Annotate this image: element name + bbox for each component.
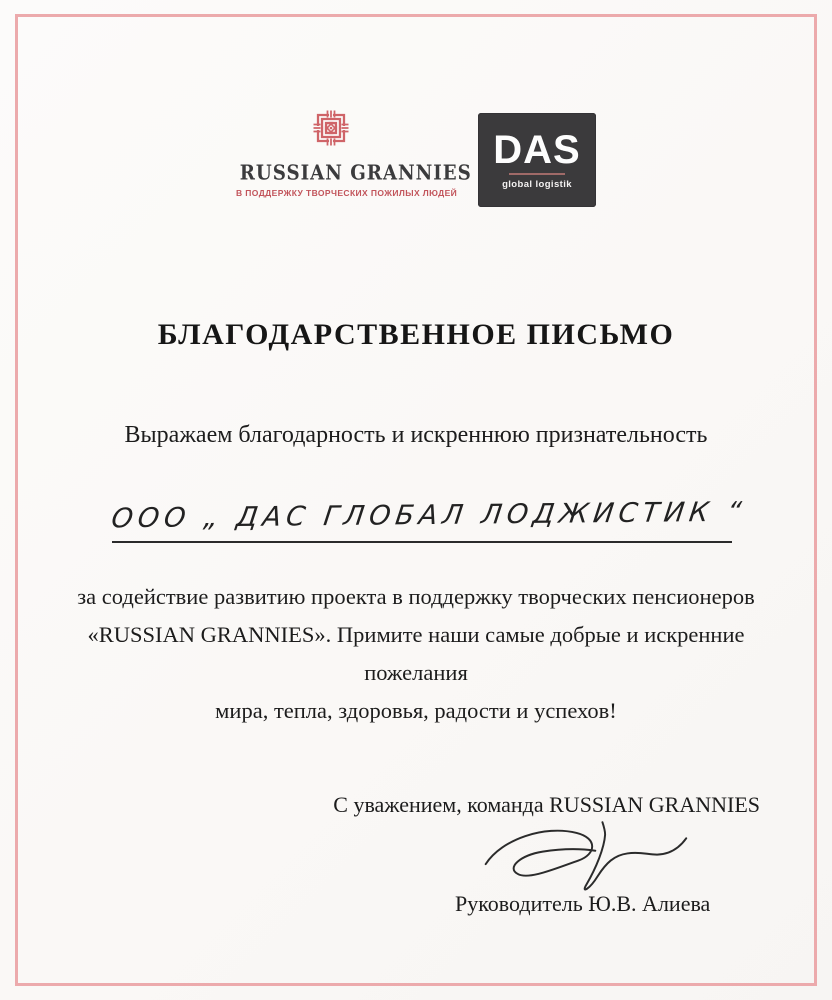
das-logo-divider <box>509 173 565 175</box>
body-line-3: мира, тепла, здоровья, радости и успехов! <box>215 698 617 723</box>
das-logo-subtitle: global logistik <box>502 179 572 190</box>
header-logos <box>0 100 832 207</box>
russian-grannies-wordmark: RUSSIAN GRANNIES <box>239 161 472 185</box>
recipient-handwritten-name: ООО „ ДАС ГЛОБАЛ ЛОДЖИСТИК “ <box>109 496 749 535</box>
signature-scribble <box>478 816 693 898</box>
body-line-1: за содействие развитию проекта в поддержку творческих пенсионеров <box>77 584 755 609</box>
slavic-ornament-icon <box>303 100 359 156</box>
body-line-2: «RUSSIAN GRANNIES». Примите наши самые добрые и искренние пожелания <box>87 622 745 685</box>
das-logo <box>478 113 596 207</box>
letter-body <box>40 578 792 730</box>
das-logo-text: DAS <box>493 128 581 172</box>
closing-line: С уважением, команда RUSSIAN GRANNIES <box>333 792 760 817</box>
russian-grannies-tagline: В ПОДДЕРЖКУ ТВОРЧЕСКИХ ПОЖИЛЫХ ЛЮДЕЙ <box>236 188 458 198</box>
russian-grannies-logo <box>236 100 472 198</box>
signer-line: Руководитель Ю.В. Алиева <box>455 891 711 916</box>
recipient-line <box>109 496 749 543</box>
letter-intro: Выражаем благодарность и искреннюю признательность <box>124 422 708 448</box>
letter-title: БЛАГОДАРСТВЕННОЕ ПИСЬМО <box>157 318 675 351</box>
